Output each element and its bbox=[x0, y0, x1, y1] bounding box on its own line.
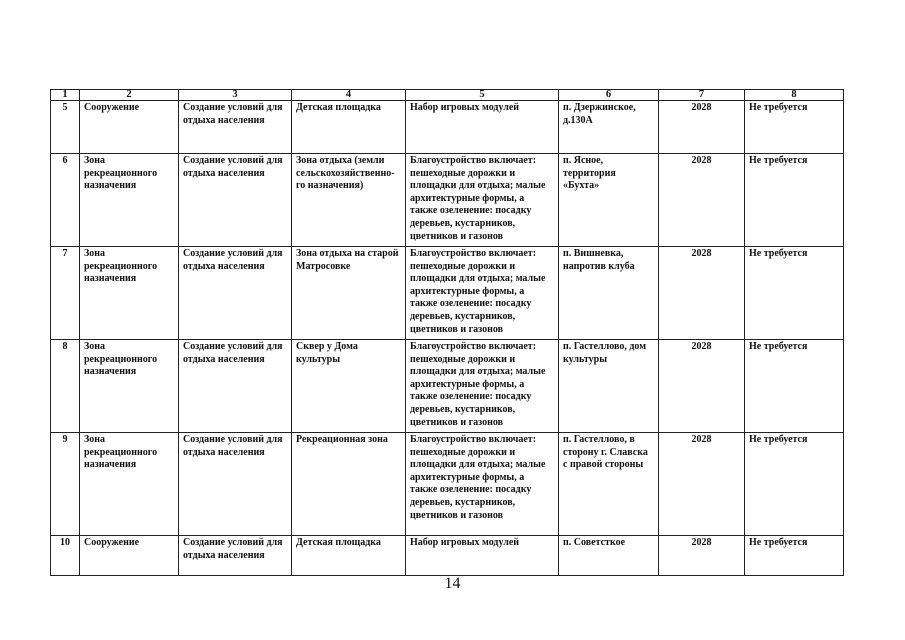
purpose: Создание условий для отдыха населения bbox=[179, 536, 292, 576]
description: Благоустройство включает: пешеходные дорожки и площадки для отдыха; малые архитектурные формы, а также озеленение: посадку деревьев, кустарников, цветников и газонов bbox=[406, 154, 559, 247]
row-number: 9 bbox=[51, 433, 80, 536]
object-name: Зона отдыха на старой Матросовке bbox=[292, 247, 406, 340]
requirement: Не требуется bbox=[745, 101, 844, 154]
purpose: Создание условий для отдыха населения bbox=[179, 154, 292, 247]
row-number: 8 bbox=[51, 340, 80, 433]
description: Набор игровых модулей bbox=[406, 101, 559, 154]
object-type: Сооружение bbox=[80, 536, 179, 576]
header-cell: 6 bbox=[559, 90, 659, 101]
row-number: 7 bbox=[51, 247, 80, 340]
object-name: Зона отдыха (земли сельскохозяйственно-го назначения) bbox=[292, 154, 406, 247]
description: Благоустройство включает: пешеходные дорожки и площадки для отдыха; малые архитектурные формы, а также озеленение: посадку деревьев, кустарников, цветников и газонов bbox=[406, 247, 559, 340]
purpose: Создание условий для отдыха населения bbox=[179, 433, 292, 536]
row-number: 5 bbox=[51, 101, 80, 154]
planning-table bbox=[50, 89, 844, 576]
object-name: Детская площадка bbox=[292, 101, 406, 154]
row-number: 6 bbox=[51, 154, 80, 247]
header-cell: 2 bbox=[80, 90, 179, 101]
table-row bbox=[51, 536, 844, 576]
description: Благоустройство включает: пешеходные дорожки и площадки для отдыха; малые архитектурные формы, а также озеленение: посадку деревьев, кустарников, цветников и газонов bbox=[406, 340, 559, 433]
object-name: Сквер у Дома культуры bbox=[292, 340, 406, 433]
requirement: Не требуется bbox=[745, 536, 844, 576]
object-type: Сооружение bbox=[80, 101, 179, 154]
page-number: 14 bbox=[444, 575, 461, 592]
description: Набор игровых модулей bbox=[406, 536, 559, 576]
object-name: Детская площадка bbox=[292, 536, 406, 576]
object-type: Зона рекреационного назначения bbox=[80, 340, 179, 433]
table-row bbox=[51, 247, 844, 340]
purpose: Создание условий для отдыха населения bbox=[179, 247, 292, 340]
location: п. Дзержинское, д.130А bbox=[559, 101, 659, 154]
requirement: Не требуется bbox=[745, 433, 844, 536]
header-cell: 8 bbox=[745, 90, 844, 101]
location: п. Ясное, территория «Бухта» bbox=[559, 154, 659, 247]
year: 2028 bbox=[659, 340, 745, 433]
year: 2028 bbox=[659, 101, 745, 154]
requirement: Не требуется bbox=[745, 340, 844, 433]
year: 2028 bbox=[659, 154, 745, 247]
header-cell: 7 bbox=[659, 90, 745, 101]
purpose: Создание условий для отдыха населения bbox=[179, 101, 292, 154]
year: 2028 bbox=[659, 247, 745, 340]
year: 2028 bbox=[659, 536, 745, 576]
location: п. Советсткое bbox=[559, 536, 659, 576]
table-row bbox=[51, 154, 844, 247]
location: п. Гастеллово, дом культуры bbox=[559, 340, 659, 433]
table-row bbox=[51, 433, 844, 536]
header-cell: 1 bbox=[51, 90, 80, 101]
object-name: Рекреационная зона bbox=[292, 433, 406, 536]
location: п. Вишневка, напротив клуба bbox=[559, 247, 659, 340]
requirement: Не требуется bbox=[745, 154, 844, 247]
table-row bbox=[51, 101, 844, 154]
purpose: Создание условий для отдыха населения bbox=[179, 340, 292, 433]
year: 2028 bbox=[659, 433, 745, 536]
row-number: 10 bbox=[51, 536, 80, 576]
requirement: Не требуется bbox=[745, 247, 844, 340]
header-row bbox=[51, 90, 844, 101]
table-row bbox=[51, 340, 844, 433]
header-cell: 4 bbox=[292, 90, 406, 101]
object-type: Зона рекреационного назначения bbox=[80, 247, 179, 340]
header-cell: 3 bbox=[179, 90, 292, 101]
location: п. Гастеллово, в сторону г. Славска с правой стороны bbox=[559, 433, 659, 536]
object-type: Зона рекреационного назначения bbox=[80, 154, 179, 247]
description: Благоустройство включает: пешеходные дорожки и площадки для отдыха; малые архитектурные формы, а также озеленение: посадку деревьев, кустарников, цветников и газонов bbox=[406, 433, 559, 536]
object-type: Зона рекреационного назначения bbox=[80, 433, 179, 536]
header-cell: 5 bbox=[406, 90, 559, 101]
